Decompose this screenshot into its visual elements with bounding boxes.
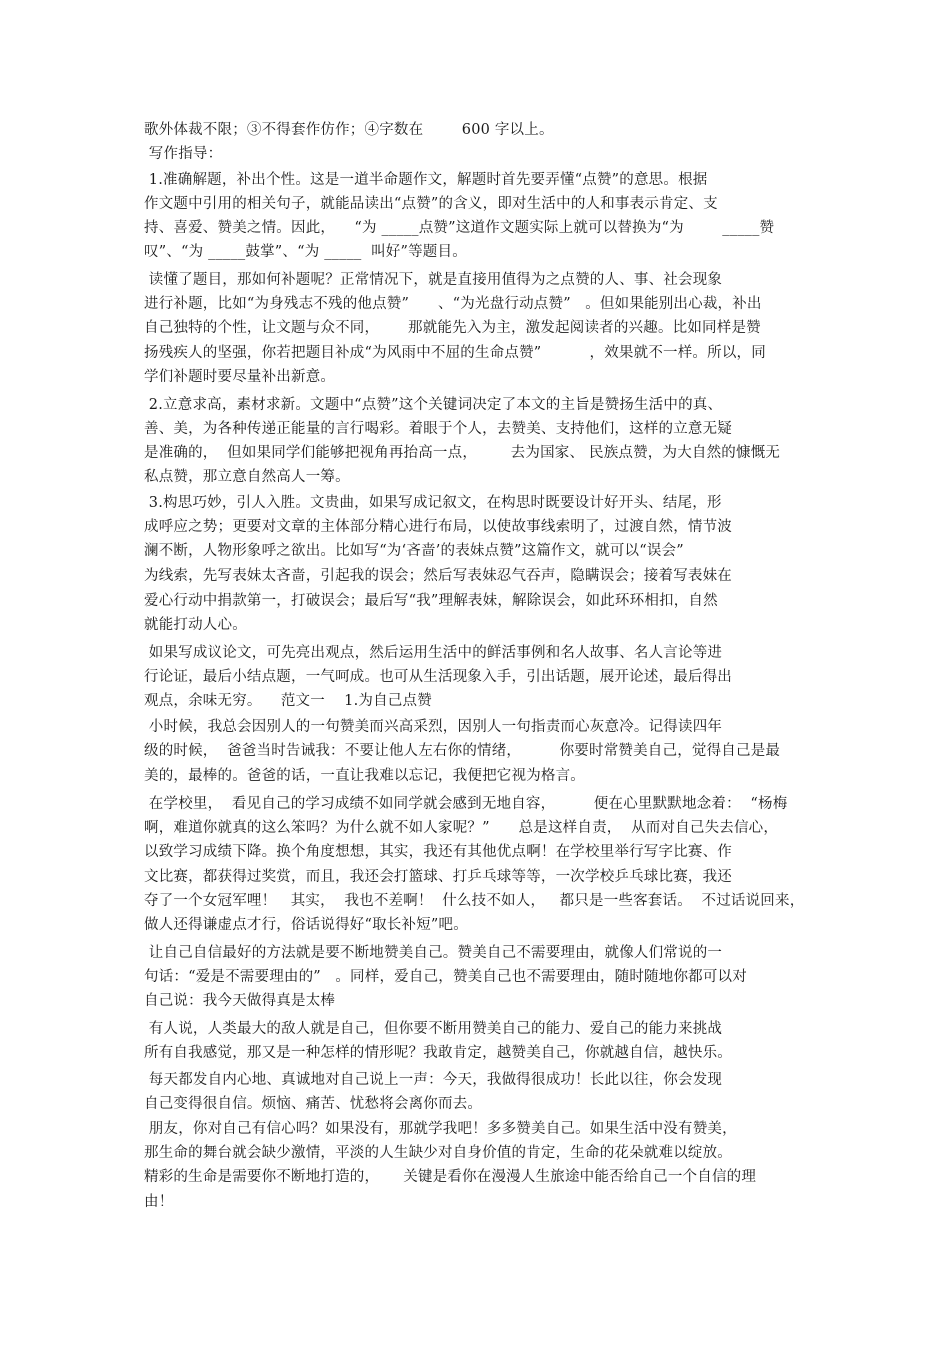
text-line: 每天都发自内心地、真诚地对自己说上一声：今天，我做得很成功！长此以往，你会发现 (144, 1072, 723, 1088)
text-line: 就能打动人心。 (144, 617, 247, 633)
text-line: 是准确的， 但如果同学们能够把视角再抬高一点， 去为国家、 民族点赞，为大自然的慷慨无 (144, 445, 781, 461)
text-line: 精彩的生命是需要你不断地打造的， 关键是看你在漫漫人生旅途中能否给自己一个自信的理 (144, 1169, 757, 1185)
text-line: 1.准确解题，补出个性。这是一道半命题作文，解题时首先要弄懂“点赞”的意思。根据 (144, 172, 708, 188)
text-line: 2.立意求高，素材求新。文题中“点赞”这个关键词决定了本文的主旨是赞扬生活中的真、 (144, 397, 723, 413)
text-line: 持、喜爱、赞美之情。因此， “为 _____点赞”这道作文题实际上就可以替换为“为 _____赞 (144, 220, 775, 236)
text-line: 善、美，为各种传递正能量的言行喝彩。着眼于个人，去赞美、支持他们，这样的立意无疑 (144, 421, 732, 437)
text-line: 进行补题，比如“为身残志不残的他点赞” 、“为光盘行动点赞” 。但如果能别出心裁，补出 (144, 296, 762, 312)
text-line: 澜不断，人物形象呼之欲出。比如写“为‘吝啬’的表妹点赞”这篇作文，就可以“误会” (144, 543, 684, 559)
text-line: 扬残疾人的坚强，你若把题目补成“为风雨中不屈的生命点赞” ，效果就不一样。所以，同 (144, 345, 766, 361)
text-line: 所有自我感觉，那又是一种怎样的情形呢？我敢肯定，越赞美自己，你就越自信，越快乐。 (144, 1045, 732, 1061)
text-line: 自己独特的个性，让文题与众不同， 那就能先入为主，激发起阅读者的兴趣。比如同样是赞 (144, 320, 761, 336)
text-line: 美的，最棒的。爸爸的话，一直让我难以忘记，我便把它视为格言。 (144, 768, 585, 784)
text-line: 朋友，你对自己有信心吗？如果没有，那就学我吧！多多赞美自己。如果生活中没有赞美， (144, 1121, 737, 1137)
text-line: 自己变得很自信。烦恼、痛苦、忧愁将会离你而去。 (144, 1096, 483, 1112)
text-line: 行论证，最后小结点题，一气呵成。也可从生活现象入手，引出话题，展开论述，最后得出 (144, 669, 732, 685)
text-line: 做人还得谦虚点才行，俗话说得好“取长补短”吧。 (144, 917, 468, 933)
text-line: 观点，余味无穷。 范文一 1.为自己点赞 (144, 693, 432, 709)
text-line: 有人说，人类最大的敌人就是自己，但你要不断用赞美自己的能力、爱自己的能力来挑战 (144, 1021, 723, 1037)
text-line: 爱心行动中捐款第一，打破误会；最后写“我”理解表妹，解除误会，如此环环相扣，自然 (144, 593, 718, 609)
text-line: 由！ (144, 1194, 174, 1210)
text-line: 作文题中引用的相关句子，就能品读出“点赞”的含义，即对生活中的人和事表示肯定、支 (144, 196, 718, 212)
text-line: 夺了一个女冠军哩！ 其实， 我也不差啊！ 什么技不如人， 都只是一些客套话。 不过话说回来， (144, 893, 805, 909)
text-line: 歌外体裁不限；③不得套作仿作；④字数在 600 字以上。 (144, 122, 554, 138)
text-line: 以致学习成绩下降。换个角度想想，其实，我还有其他优点啊！在学校里举行写字比赛、作 (144, 844, 732, 860)
text-line: 那生命的舞台就会缺少激情，平淡的人生缺少对自身价值的肯定，生命的花朵就难以绽放。 (144, 1145, 732, 1161)
text-line: 为线索，先写表妹太吝啬，引起我的误会；然后写表妹忍气吞声，隐瞒误会；接着写表妹在 (144, 568, 732, 584)
text-line: 学们补题时要尽量补出新意。 (144, 369, 336, 385)
text-line: 让自己自信最好的方法就是要不断地赞美自己。赞美自己不需要理由，就像人们常说的一 (144, 945, 723, 961)
text-line: 文比赛，都获得过奖赏，而且，我还会打篮球、打乒乓球等等，一次学校乒乓球比赛，我还 (144, 869, 732, 885)
text-line: 成呼应之势；更要对文章的主体部分精心进行布局，以使故事线索明了，过渡自然，情节波 (144, 519, 732, 535)
text-line: 句话：“爱是不需要理由的” 。同样，爱自己，赞美自己也不需要理由，随时随地你都可以对 (144, 969, 747, 985)
text-line: 私点赞，那立意自然高人一筹。 (144, 469, 350, 485)
text-line: 自己说：我今天做得真是太棒 (144, 993, 336, 1009)
text-line: 小时候，我总会因别人的一句赞美而兴高采烈，因别人一句指责而心灰意冷。记得读四年 (144, 719, 723, 735)
section-heading: 写作指导： (144, 146, 223, 162)
text-line: 啊，难道你就真的这么笨吗？为什么就不如人家呢？” 总是这样自责， 从而对自己失去信心， (144, 820, 779, 836)
text-line: 读懂了题目，那如何补题呢？正常情况下，就是直接用值得为之点赞的人、事、社会现象 (144, 272, 723, 288)
text-line: 叹”、“为 _____鼓掌”、“为 _____ 叫好”等题目。 (144, 244, 467, 260)
text-line: 3.构思巧妙，引人入胜。文贵曲，如果写成记叙文，在构思时既要设计好开头、结尾，形 (144, 495, 722, 511)
text-line: 在学校里， 看见自己的学习成绩不如同学就会感到无地自容， 便在心里默默地念着： “杨梅 (144, 796, 788, 812)
text-line: 级的时候， 爸爸当时告诫我：不要让他人左右你的情绪， 你要时常赞美自己，觉得自己是最 (144, 743, 781, 759)
text-line: 如果写成议论文，可先亮出观点，然后运用生活中的鲜活事例和名人故事、名人言论等进 (144, 645, 723, 661)
